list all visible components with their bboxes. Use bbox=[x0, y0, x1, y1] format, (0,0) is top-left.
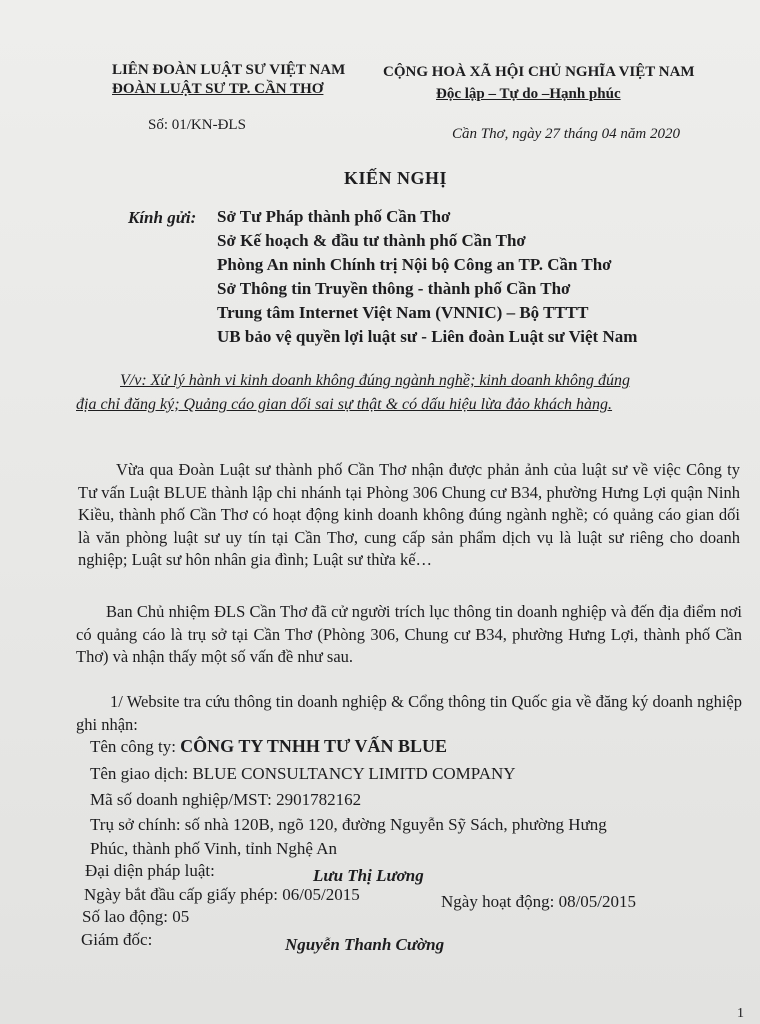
recipient-item: Sở Kế hoạch & đầu tư thành phố Cần Thơ bbox=[217, 231, 526, 250]
legal-rep-label: Đại diện pháp luật: bbox=[85, 861, 215, 880]
body-paragraph-1: Vừa qua Đoàn Luật sư thành phố Cần Thơ nhận được phản ảnh của luật sư về việc Công ty Tư vấn Luật BLUE thành lập chi nhánh tại Phòng 306 Chung cư B34, phường Hưng Lợi quận Ninh Kiều, thành phố Cần Thơ có hoạt động kinh doanh không đúng ngành nghề; có quảng cáo gian dối là văn phòng luật sư uy tín tại Cần Thơ, cung cấp sản phẩm dịch vụ là luật sư riêng cho doanh nghiệp; Luật sư hôn nhân gia đình; Luật sư thừa kế… bbox=[78, 460, 740, 569]
company-name: CÔNG TY TNHH TƯ VẤN BLUE bbox=[180, 736, 448, 756]
director-name: Nguyễn Thanh Cường bbox=[285, 935, 445, 954]
legal-rep-name: Lưu Thị Lương bbox=[313, 866, 424, 885]
body-paragraph-3: 1/ Website tra cứu thông tin doanh nghiệp & Cổng thông tin Quốc gia về đăng ký doanh nghiệp ghi nhận: bbox=[76, 692, 742, 734]
nation-motto: Độc lập – Tự do –Hạnh phúc bbox=[436, 86, 621, 102]
director-label: Giám đốc: bbox=[81, 930, 153, 949]
recipient-item: Sở Thông tin Truyền thông - thành phố Cần Thơ bbox=[217, 279, 571, 298]
org-name-line1: LIÊN ĐOÀN LUẬT SƯ VIỆT NAM bbox=[112, 62, 346, 78]
company-name-row bbox=[90, 736, 447, 757]
document-number: Số: 01/KN-ĐLS bbox=[148, 117, 246, 133]
tax-code: Mã số doanh nghiệp/MST: 2901782162 bbox=[90, 790, 362, 809]
recipient-item: Trung tâm Internet Việt Nam (VNNIC) – Bộ TTTT bbox=[217, 303, 589, 322]
document-date: Cần Thơ, ngày 27 tháng 04 năm 2020 bbox=[452, 126, 681, 142]
company-name-label: Tên công ty: bbox=[90, 737, 181, 756]
license-date: Ngày bắt đầu cấp giấy phép: 06/05/2015 bbox=[84, 885, 360, 904]
page-number: 1 bbox=[737, 1006, 744, 1021]
document-title: KIẾN NGHỊ bbox=[344, 168, 448, 188]
org-name-line2: ĐOÀN LUẬT SƯ TP. CẦN THƠ bbox=[112, 81, 324, 97]
employee-count: Số lao động: 05 bbox=[82, 907, 190, 926]
operation-date: Ngày hoạt động: 08/05/2015 bbox=[441, 892, 637, 911]
recipients-label: Kính gửi: bbox=[128, 208, 197, 227]
address-line1: Trụ sở chính: số nhà 120B, ngõ 120, đường Nguyễn Sỹ Sách, phường Hưng bbox=[90, 815, 607, 834]
address-line2: Phúc, thành phố Vinh, tỉnh Nghệ An bbox=[90, 839, 338, 858]
subject-line1: V/v: Xử lý hành vi kinh doanh không đúng ngành nghề; kinh doanh không đúng bbox=[120, 372, 630, 389]
recipient-item: Sở Tư Pháp thành phố Cần Thơ bbox=[217, 207, 451, 226]
body-paragraph-2: Ban Chủ nhiệm ĐLS Cần Thơ đã cử người trích lục thông tin doanh nghiệp và đến địa điểm nơi có quảng cáo là trụ sở tại Cần Thơ (Phòng 306, Chung cư B34, phường Hưng Lợi, thành phố Cần Thơ) và nhận thấy một số vấn đề như sau. bbox=[76, 602, 742, 666]
subject-line2: địa chỉ đăng ký; Quảng cáo gian dối sai sự thật & có dấu hiệu lừa đảo khách hàng. bbox=[76, 396, 613, 413]
trade-name: Tên giao dịch: BLUE CONSULTANCY LIMITD COMPANY bbox=[90, 764, 516, 783]
nation-title: CỘNG HOÀ XÃ HỘI CHỦ NGHĨA VIỆT NAM bbox=[383, 64, 695, 80]
recipient-item: UB bảo vệ quyền lợi luật sư - Liên đoàn Luật sư Việt Nam bbox=[217, 327, 638, 346]
recipient-item: Phòng An ninh Chính trị Nội bộ Công an TP. Cần Thơ bbox=[217, 255, 612, 274]
